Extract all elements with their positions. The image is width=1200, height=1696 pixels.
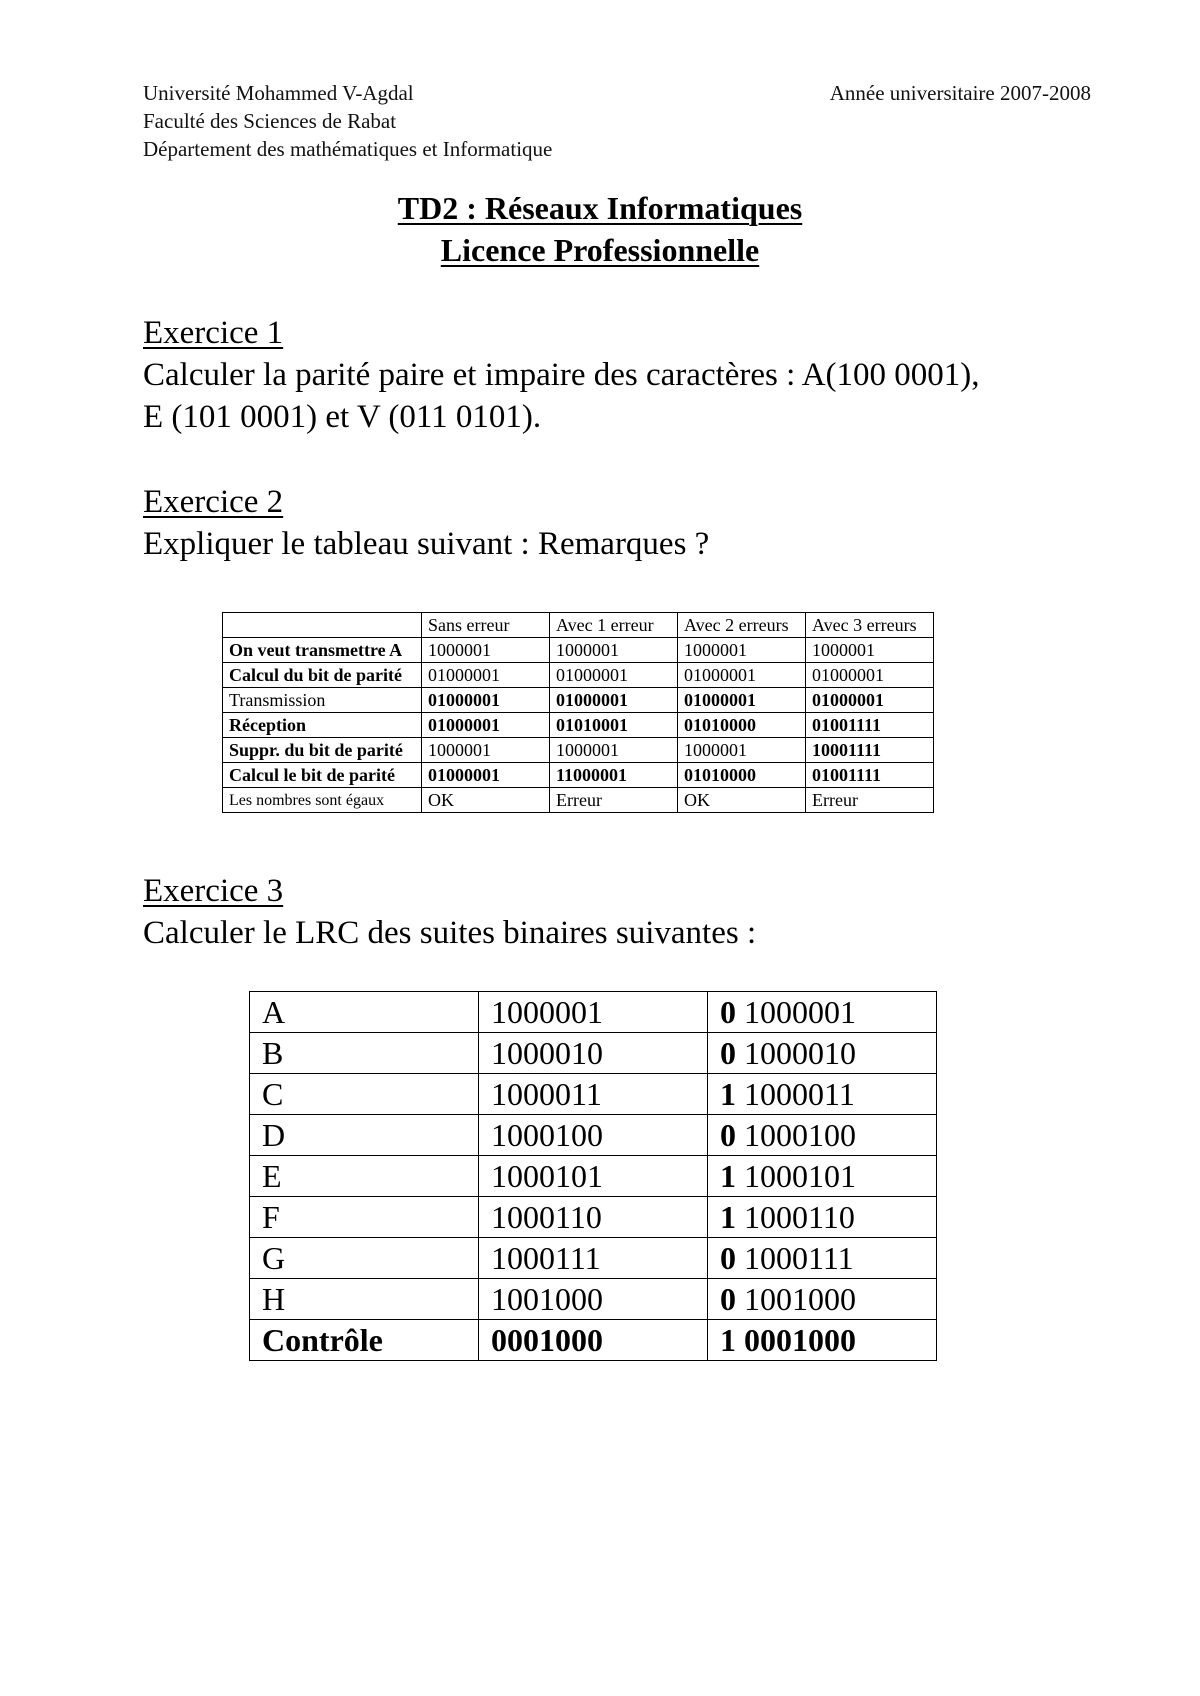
- table-cell: 1000001: [422, 738, 550, 763]
- char-cell: G: [250, 1238, 479, 1279]
- row-label: Suppr. du bit de parité: [223, 738, 422, 763]
- table-row: [250, 1156, 937, 1197]
- table-cell: 01010001: [550, 713, 678, 738]
- header-cell: Sans erreur: [422, 613, 550, 638]
- exercise-3-text: Calculer le LRC des suites binaires suivantes :: [143, 915, 757, 951]
- table-row: [250, 992, 937, 1033]
- code-cell: 1000100: [479, 1115, 708, 1156]
- table-row: [223, 688, 934, 713]
- exercise-1-heading: Exercice 1: [143, 315, 284, 351]
- code-bits: 1000110: [736, 1199, 855, 1235]
- row-label: Les nombres sont égaux: [223, 788, 422, 813]
- header-cell: Avec 3 erreurs: [806, 613, 934, 638]
- char-cell: A: [250, 992, 479, 1033]
- parity-bit: 0: [720, 1240, 736, 1276]
- parity-bit: 0: [720, 1281, 736, 1317]
- char-cell: C: [250, 1074, 479, 1115]
- table-row: [250, 1033, 937, 1074]
- department-name: Département des mathématiques et Informatique: [143, 137, 553, 161]
- parity-table: [222, 612, 934, 813]
- char-cell: D: [250, 1115, 479, 1156]
- code-bits: 1000001: [736, 994, 856, 1030]
- table-row: [223, 738, 934, 763]
- parity-bit: 1: [720, 1076, 736, 1112]
- table-cell: 01000001: [550, 663, 678, 688]
- table-cell: 1000001: [678, 738, 806, 763]
- table-cell: 01000001: [422, 713, 550, 738]
- header-cell: [223, 613, 422, 638]
- table-cell: 1000001: [806, 638, 934, 663]
- table-cell: 01010000: [678, 713, 806, 738]
- table-cell: 01000001: [806, 663, 934, 688]
- code-cell: 1000111: [479, 1238, 708, 1279]
- table-cell: 1000001: [550, 638, 678, 663]
- parity-bit: 0: [720, 994, 736, 1030]
- table-cell: 11000001: [550, 763, 678, 788]
- control-row: [250, 1320, 937, 1361]
- parity-code-cell: [708, 1033, 937, 1074]
- row-label: Calcul le bit de parité: [223, 763, 422, 788]
- char-cell: H: [250, 1279, 479, 1320]
- table-cell: 10001111: [806, 738, 934, 763]
- row-label: Transmission: [223, 688, 422, 713]
- row-label: On veut transmettre A: [223, 638, 422, 663]
- page-title: [0, 187, 1200, 229]
- table-row: [250, 1279, 937, 1320]
- char-cell: E: [250, 1156, 479, 1197]
- table-cell: 01010000: [678, 763, 806, 788]
- header-left: [143, 79, 552, 163]
- title-line-1: TD2 : Réseaux Informatiques: [397, 190, 803, 226]
- parity-table-header: [223, 613, 934, 638]
- exercise-1-text: Calculer la parité paire et impaire des caractères : A(100 0001), E (101 0001) et V (011 0101).: [143, 357, 980, 435]
- parity-code-cell: [708, 1156, 937, 1197]
- parity-bit: 1: [720, 1199, 736, 1235]
- parity-code-cell: [708, 1238, 937, 1279]
- table-row: [223, 788, 934, 813]
- header-cell: Avec 2 erreurs: [678, 613, 806, 638]
- page-subtitle: [0, 229, 1200, 271]
- table-row: [250, 1238, 937, 1279]
- table-cell: 01000001: [678, 688, 806, 713]
- control-code: 0001000: [479, 1320, 708, 1361]
- header-cell: Avec 1 erreur: [550, 613, 678, 638]
- table-row: [223, 663, 934, 688]
- table-row: [250, 1115, 937, 1156]
- parity-code-cell: [708, 1115, 937, 1156]
- control-parity-code: 1 0001000: [708, 1320, 937, 1361]
- code-bits: 1001000: [736, 1281, 856, 1317]
- code-bits: 1000100: [736, 1117, 856, 1153]
- table-cell: 1000001: [550, 738, 678, 763]
- table-row: [223, 713, 934, 738]
- table-cell: 01000001: [806, 688, 934, 713]
- code-bits: 1000011: [736, 1076, 855, 1112]
- table-row: [223, 638, 934, 663]
- char-cell: F: [250, 1197, 479, 1238]
- table-cell: 01000001: [422, 688, 550, 713]
- code-cell: 1000110: [479, 1197, 708, 1238]
- parity-code-cell: [708, 1279, 937, 1320]
- faculty-name: Faculté des Sciences de Rabat: [143, 109, 397, 133]
- table-cell: 01000001: [422, 763, 550, 788]
- academic-year: Année universitaire 2007-2008: [829, 81, 1091, 105]
- table-cell: 01000001: [678, 663, 806, 688]
- parity-bit: 1: [720, 1158, 736, 1194]
- exercise-2-text: Expliquer le tableau suivant : Remarques ?: [143, 526, 710, 562]
- control-label: Contrôle: [250, 1320, 479, 1361]
- char-cell: B: [250, 1033, 479, 1074]
- table-row: [250, 1074, 937, 1115]
- table-cell: 01000001: [550, 688, 678, 713]
- exercise-3-heading: Exercice 3: [143, 873, 284, 909]
- code-cell: 1000001: [479, 992, 708, 1033]
- code-cell: 1000010: [479, 1033, 708, 1074]
- table-row: [223, 763, 934, 788]
- code-cell: 1000011: [479, 1074, 708, 1115]
- row-label: Calcul du bit de parité: [223, 663, 422, 688]
- code-bits: 1000010: [736, 1035, 856, 1071]
- lrc-table: [249, 991, 937, 1361]
- code-bits: 1000101: [736, 1158, 856, 1194]
- table-cell: Erreur: [550, 788, 678, 813]
- table-cell: 01001111: [806, 763, 934, 788]
- table-cell: 1000001: [678, 638, 806, 663]
- parity-bit: 0: [720, 1117, 736, 1153]
- exercise-2-heading: Exercice 2: [143, 484, 284, 520]
- row-label: Réception: [223, 713, 422, 738]
- university-name: Université Mohammed V-Agdal: [143, 81, 414, 105]
- table-cell: OK: [678, 788, 806, 813]
- parity-code-cell: [708, 992, 937, 1033]
- table-cell: OK: [422, 788, 550, 813]
- table-cell: 1000001: [422, 638, 550, 663]
- code-cell: 1000101: [479, 1156, 708, 1197]
- table-cell: 01000001: [422, 663, 550, 688]
- table-cell: Erreur: [806, 788, 934, 813]
- code-cell: 1001000: [479, 1279, 708, 1320]
- parity-code-cell: [708, 1197, 937, 1238]
- title-line-2: Licence Professionnelle: [440, 232, 760, 268]
- table-row: [250, 1197, 937, 1238]
- code-bits: 1000111: [736, 1240, 854, 1276]
- parity-code-cell: [708, 1074, 937, 1115]
- table-cell: 01001111: [806, 713, 934, 738]
- parity-bit: 0: [720, 1035, 736, 1071]
